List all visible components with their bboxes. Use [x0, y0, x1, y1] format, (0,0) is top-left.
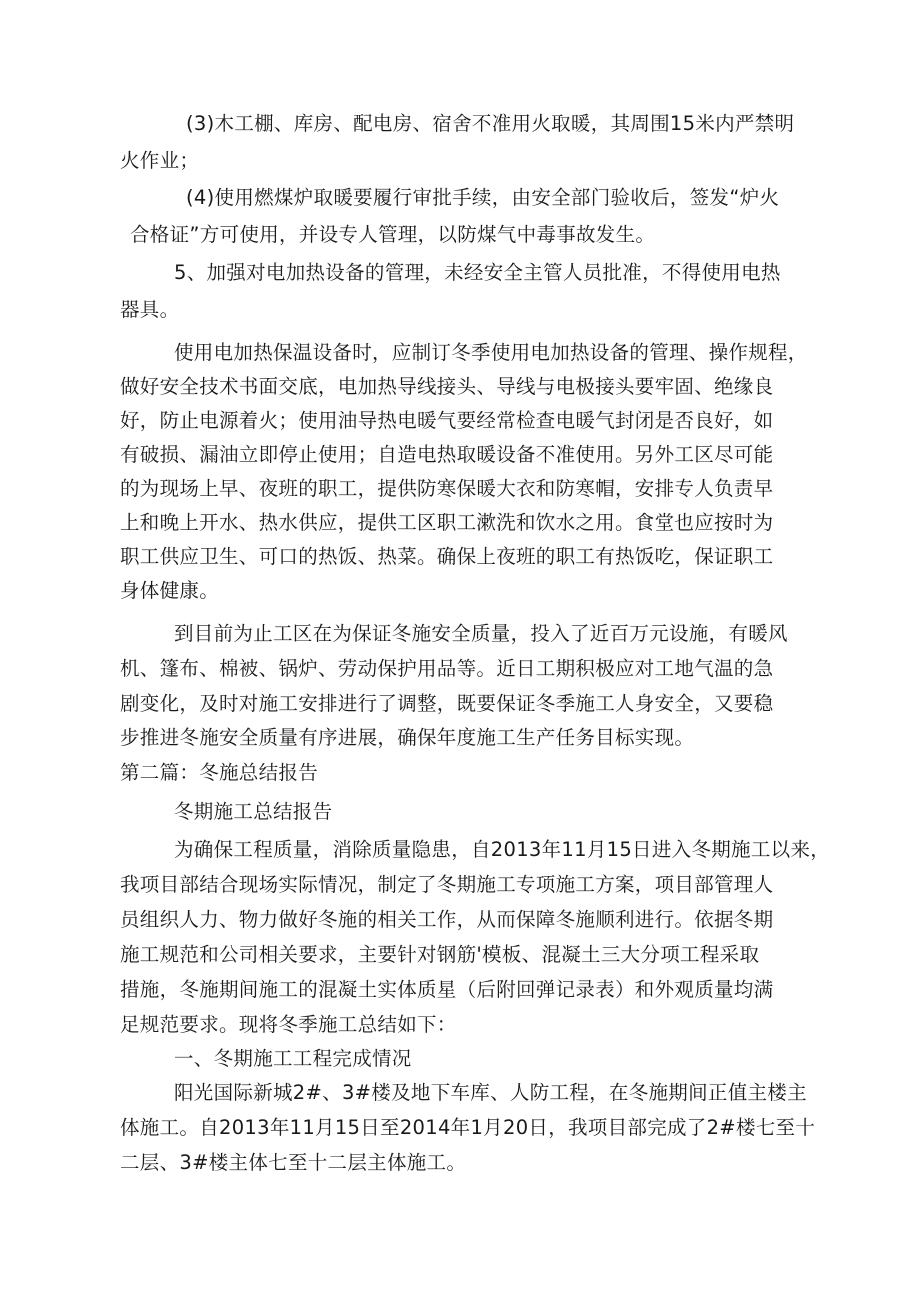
- paragraph-electric-heating-line-4: 有破损、漏油立即停止使用；自造电热取暖设备不准使用。另外工区尽可能: [120, 443, 774, 466]
- paragraph-intro-line-6: 足规范要求。现将冬季施工总结如下：: [120, 1013, 457, 1036]
- paragraph-intro-line-5: 措施，冬施期间施工的混凝土实体质星（后附回弹记录表）和外观质量均满: [120, 978, 774, 1001]
- paragraph-electric-heating-line-6: 上和晚上开水、热水供应，提供工区职工漱洗和饮水之用。食堂也应按时为: [120, 511, 774, 534]
- paragraph-intro-line-1: 为确保工程质量，消除质量隐患，自2013年11月15日进入冬期施工以来，: [174, 838, 831, 861]
- paragraph-investment-line-1: 到目前为止工区在为保证冬施安全质量，投入了近百万元设施，有暖风: [174, 622, 788, 645]
- paragraph-electric-heating-line-7: 职工供应卫生、可口的热饭、热菜。确保上夜班的职工有热饭吃，保证职工: [120, 545, 774, 568]
- report-title: 冬期施工总结报告: [174, 800, 333, 823]
- paragraph-completion-line-2: 体施工。自2013年11月15日至2014年1月20日，我项目部完成了2#楼七至十: [120, 1116, 816, 1139]
- paragraph-item-5-line-1: 5、加强对电加热设备的管理，未经安全主管人员批准，不得使用电热: [174, 261, 781, 284]
- paragraph-intro-line-3: 员组织人力、物力做好冬施的相关工作，从而保障冬施顺利进行。依据冬期: [120, 908, 774, 931]
- paragraph-item-3-line-2: 火作业；: [120, 149, 200, 172]
- paragraph-investment-line-3: 剧变化，及时对施工安排进行了调整，既要保证冬季施工人身安全，又要稳: [120, 692, 774, 715]
- paragraph-intro-line-4: 施工规范和公司相关要求，主要针对钢筋'模板、混凝土三大分项工程采取: [120, 943, 760, 966]
- paragraph-completion-line-1: 阳光国际新城2#、3#楼及地下车库、人防工程，在冬施期间正值主楼主: [174, 1081, 807, 1104]
- paragraph-investment-line-2: 机、篷布、棉被、锅炉、劳动保护用品等。近日工期积极应对工地气温的急: [120, 657, 774, 680]
- paragraph-item-4-line-2: 合格证”方可使用，并设专人管理，以防煤气中毒事故发生。: [130, 223, 656, 246]
- paragraph-item-4-line-1: (4)使用燃煤炉取暖要履行审批手续，由安全部门验收后，签发“炉火: [186, 186, 780, 209]
- part-two-heading: 第二篇：冬施总结报告: [120, 761, 319, 784]
- paragraph-item-5-line-2: 器具。: [120, 298, 180, 321]
- paragraph-electric-heating-line-5: 的为现场上早、夜班的职工，提供防寒保暖大衣和防寒帽，安排专人负责早: [120, 477, 774, 500]
- paragraph-electric-heating-line-2: 做好安全技术书面交底，电加热导线接头、导线与电极接头要牢固、绝缘良: [120, 375, 774, 398]
- paragraph-electric-heating-line-3: 好，防止电源着火；使用油导热电暖气要经常检查电暖气封闭是否良好，如: [120, 409, 774, 432]
- section-1-heading: 一、冬期施工工程完成情况: [174, 1047, 412, 1070]
- paragraph-investment-line-4: 步推进冬施安全质量有序进展，确保年度施工生产任务目标实现。: [120, 726, 695, 749]
- paragraph-item-3-line-1: (3)木工棚、库房、配电房、宿舍不准用火取暖，其周围15米内严禁明: [186, 112, 795, 135]
- paragraph-electric-heating-line-8: 身体健康。: [120, 579, 220, 602]
- paragraph-completion-line-3: 二层、3#楼主体七至十二层主体施工。: [120, 1151, 467, 1174]
- paragraph-electric-heating-line-1: 使用电加热保温设备时，应制订冬季使用电加热设备的管理、操作规程，: [174, 341, 808, 364]
- paragraph-intro-line-2: 我项目部结合现场实际情况，制定了冬期施工专项施工方案，项目部管理人: [120, 873, 774, 896]
